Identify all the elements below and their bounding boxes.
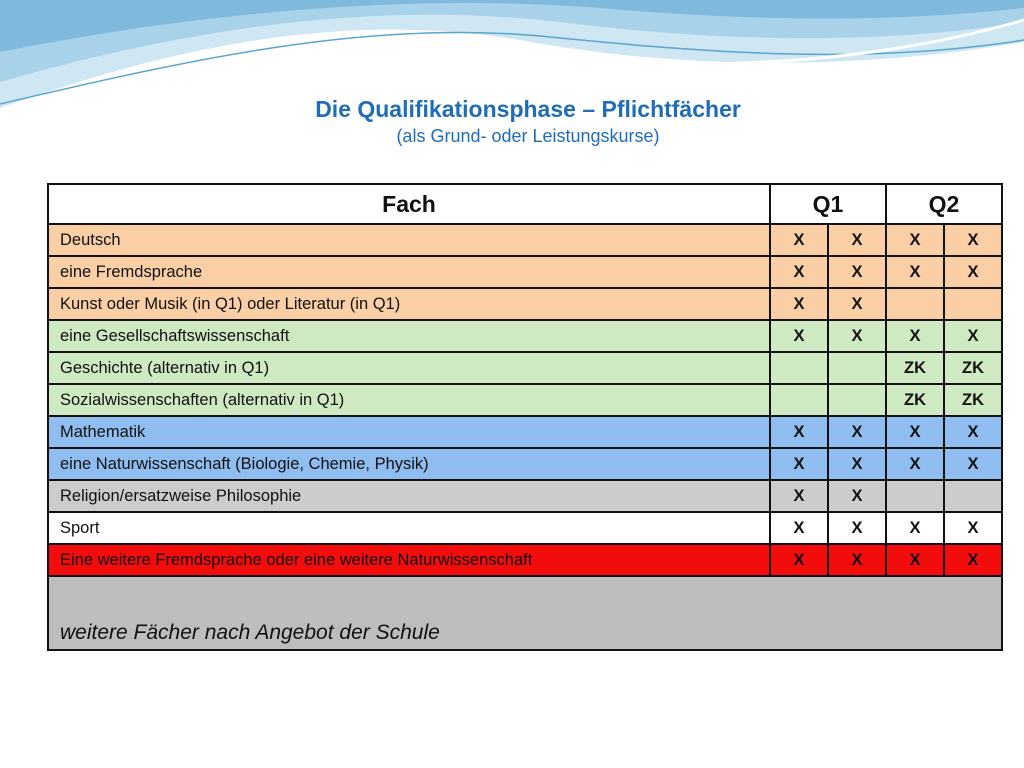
mark-cell: X	[828, 416, 886, 448]
subject-cell: Geschichte (alternativ in Q1)	[48, 352, 770, 384]
mark-cell	[886, 288, 944, 320]
header-subject: Fach	[48, 184, 770, 224]
mark-cell: X	[944, 320, 1002, 352]
subject-cell: Kunst oder Musik (in Q1) oder Literatur (in Q1)	[48, 288, 770, 320]
mark-cell: X	[770, 288, 828, 320]
subject-cell: Deutsch	[48, 224, 770, 256]
header-q2: Q2	[886, 184, 1002, 224]
table-header-row	[48, 184, 1002, 224]
slide-subtitle: (als Grund- oder Leistungskurse)	[396, 126, 660, 146]
mark-cell: X	[770, 224, 828, 256]
mark-cell: X	[886, 448, 944, 480]
mark-cell: X	[770, 544, 828, 576]
table-row	[48, 320, 1002, 352]
mark-cell: X	[886, 416, 944, 448]
mark-cell	[944, 288, 1002, 320]
table-row	[48, 480, 1002, 512]
mark-cell: ZK	[886, 384, 944, 416]
mark-cell: X	[770, 256, 828, 288]
table-row	[48, 512, 1002, 544]
subject-cell: Eine weitere Fremdsprache oder eine weitere Naturwissenschaft	[48, 544, 770, 576]
mark-cell: X	[944, 416, 1002, 448]
mark-cell: X	[828, 448, 886, 480]
mark-cell: X	[944, 224, 1002, 256]
slide-header	[0, 94, 1024, 148]
mark-cell: X	[770, 512, 828, 544]
mark-cell: X	[828, 224, 886, 256]
table-row	[48, 384, 1002, 416]
subject-cell: Religion/ersatzweise Philosophie	[48, 480, 770, 512]
mark-cell	[770, 352, 828, 384]
mark-cell: X	[828, 256, 886, 288]
mark-cell: X	[770, 416, 828, 448]
mark-cell	[828, 352, 886, 384]
subject-cell: Sozialwissenschaften (alternativ in Q1)	[48, 384, 770, 416]
slide-title: Die Qualifikationsphase – Pflichtfächer	[315, 96, 741, 122]
mark-cell	[828, 384, 886, 416]
table-row	[48, 416, 1002, 448]
mark-cell	[886, 480, 944, 512]
mark-cell: X	[828, 288, 886, 320]
mark-cell: X	[886, 224, 944, 256]
mark-cell: X	[828, 480, 886, 512]
subject-cell: Mathematik	[48, 416, 770, 448]
mark-cell: X	[944, 448, 1002, 480]
mark-cell: ZK	[886, 352, 944, 384]
table-row	[48, 256, 1002, 288]
table-row	[48, 544, 1002, 576]
mark-cell: X	[944, 256, 1002, 288]
table-row	[48, 352, 1002, 384]
mark-cell: X	[828, 512, 886, 544]
mark-cell: X	[770, 480, 828, 512]
mark-cell: X	[886, 512, 944, 544]
mark-cell	[944, 480, 1002, 512]
mark-cell: X	[886, 320, 944, 352]
subject-cell: eine Naturwissenschaft (Biologie, Chemie, Physik)	[48, 448, 770, 480]
subject-cell: Sport	[48, 512, 770, 544]
footer-note: weitere Fächer nach Angebot der Schule	[48, 576, 1002, 650]
mark-cell: X	[770, 448, 828, 480]
table-footer-row	[48, 576, 1002, 650]
mark-cell: X	[770, 320, 828, 352]
mark-cell: X	[828, 544, 886, 576]
subject-cell: eine Fremdsprache	[48, 256, 770, 288]
table-row	[48, 448, 1002, 480]
table-row	[48, 224, 1002, 256]
mark-cell: X	[886, 544, 944, 576]
mark-cell	[770, 384, 828, 416]
mark-cell: ZK	[944, 352, 1002, 384]
mark-cell: ZK	[944, 384, 1002, 416]
subjects-table	[47, 183, 1003, 651]
subject-cell: eine Gesellschaftswissenschaft	[48, 320, 770, 352]
mark-cell: X	[886, 256, 944, 288]
table-row	[48, 288, 1002, 320]
mark-cell: X	[828, 320, 886, 352]
mark-cell: X	[944, 512, 1002, 544]
header-q1: Q1	[770, 184, 886, 224]
mark-cell: X	[944, 544, 1002, 576]
